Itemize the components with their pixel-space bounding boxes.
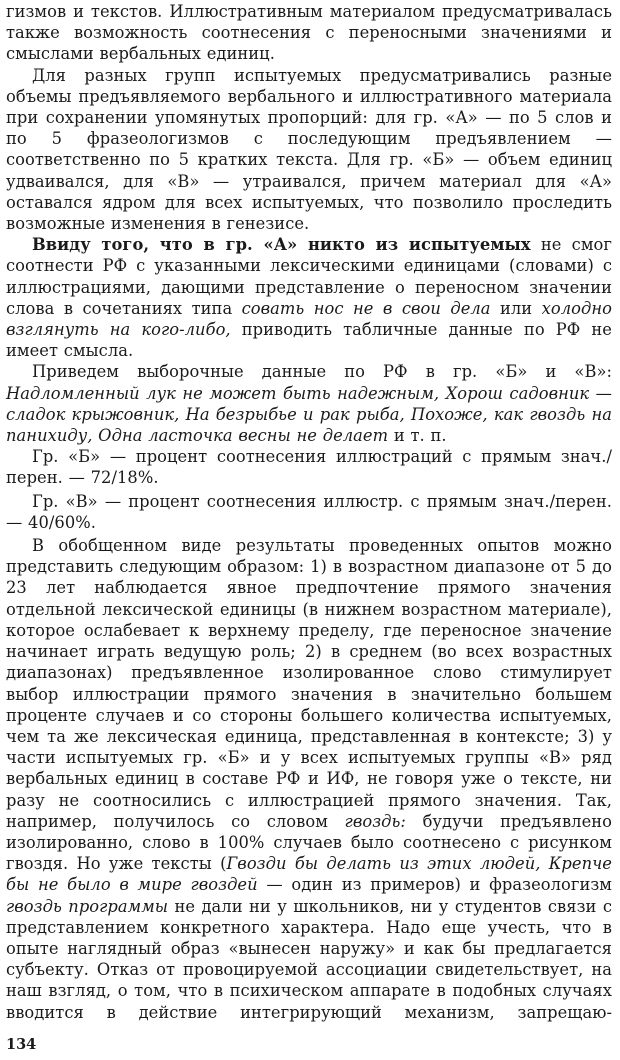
paragraph-group-a [6, 234, 612, 361]
paragraph-text: Гр. «В» — процент соотнесения иллюстр. с прямым знач./перен. — 40/60%. [6, 491, 612, 532]
italic-idiom: гвоздь программы [6, 896, 169, 916]
paragraph-text: гизмов и текстов. Иллюстративным материалом предусматривалась также возможность соотнесения с переносными значениями и смыслами вербальных единиц. [6, 2, 612, 64]
paragraph-group-b-stat [6, 446, 612, 488]
paragraph-summary [6, 535, 612, 1023]
italic-word: гвоздь: [344, 811, 406, 831]
paragraph-text: В обобщенном виде результаты проведенных опытов можно представить следующим образом: 1) в возрастном диапазоне от 5 до 23 лет наблюдается явное предпочтение прямого значения отдельной лексической единицы (в нижнем возрастном материале), которое ослабевает к верхнему пределу, где переносное значение начинает играть ведущую роль; 2) в среднем (во всех возрастных диапазонах) предъявленное изолированное слово стимулирует выбор иллюстрации прямого значения в значительно большем проценте случаев и со стороны большего количества испытуемых, чем та же лексическая единица, представленная в контексте; 3) у части испытуемых гр. «Б» и у всех испытуемых группы «В» ряд вербальных единиц в составе РФ и ИФ, не говоря уже о тексте, ни разу не соотносились с иллюстрацией прямого значения. Так, например, получилось со словом [6, 536, 612, 831]
paragraph-text: будучи предъявлено изолированно, слово в 100% случаев было соотнесено с рисунком гвоздя. Но уже тексты ( [6, 811, 613, 874]
page-number: 134 [6, 1036, 37, 1053]
italic-examples-list: Надломленный лук не может быть надежным, Хорош садовник — сладок крыжовник, На безрыбье и рак рыба, Похоже, как гвоздь на панихиду, Одна ласточка весны не делает [6, 383, 612, 446]
paragraph-text: не дали ни у школьников, ни у студентов связи с представлением конкретного характера. Надо еще учесть, что в опыте наглядный образ «вынесен наружу» и как бы предлагается субъекту. Отказ от провоцируемой ассоциации свидетельствует, на наш взгляд, о том, что в психическом аппарате в подобных случаях вводится в действие интегрирующий механизм, запрещаю- [6, 896, 612, 1022]
bold-lead-text: Ввиду того, что в гр. «А» никто из испытуемых [32, 235, 531, 255]
italic-example: холодно взглянуть на кого-либо, [6, 298, 612, 340]
paragraph-text: и т. п. [388, 426, 447, 446]
paragraph-continuation [6, 1, 612, 65]
italic-quote: Гвозди бы делать из этих людей, Крепче бы не было в мире гвоздей [6, 854, 612, 895]
paragraph-text: Приведем выборочные данные по РФ в гр. «Б» и «В»: [32, 362, 612, 382]
paragraph-text: — один из примеров) и фразеологизм [257, 875, 612, 895]
paragraph-text: Гр. «Б» — процент соотнесения иллюстраций с прямым знач./перен. — 72/18%. [6, 447, 612, 488]
italic-example: совать нос не в свои дела [241, 298, 491, 318]
paragraph-groups-volume [6, 65, 612, 235]
paragraph-text: приводить табличные данные по РФ не имеет смысла. [6, 320, 612, 361]
paragraph-text: Для разных групп испытуемых предусматривались разные объемы предъявляемого вербального и иллюстративного материала при сохранении упомянутых пропорций: для гр. «А» — по 5 слов и по 5 фразеологизмов с последующим предъявлением — соответственно по 5 кратких текста. Для гр. «Б» — объем единиц удваивался, для «В» — утраивался, причем материал для «А» оставался ядром для всех испытуемых, что позволило проследить возможные изменения в генезисе. [6, 65, 612, 234]
text-column [6, 1, 612, 1023]
paragraph-text: или [490, 298, 542, 318]
paragraph-examples [6, 361, 612, 446]
paragraph-text: не смог соотнести РФ с указанными лексическими единицами (словами) с иллюстрациями, дающими представление о переносном значении слова в сочетаниях типа [6, 235, 612, 318]
paragraph-group-v-stat [6, 491, 612, 533]
